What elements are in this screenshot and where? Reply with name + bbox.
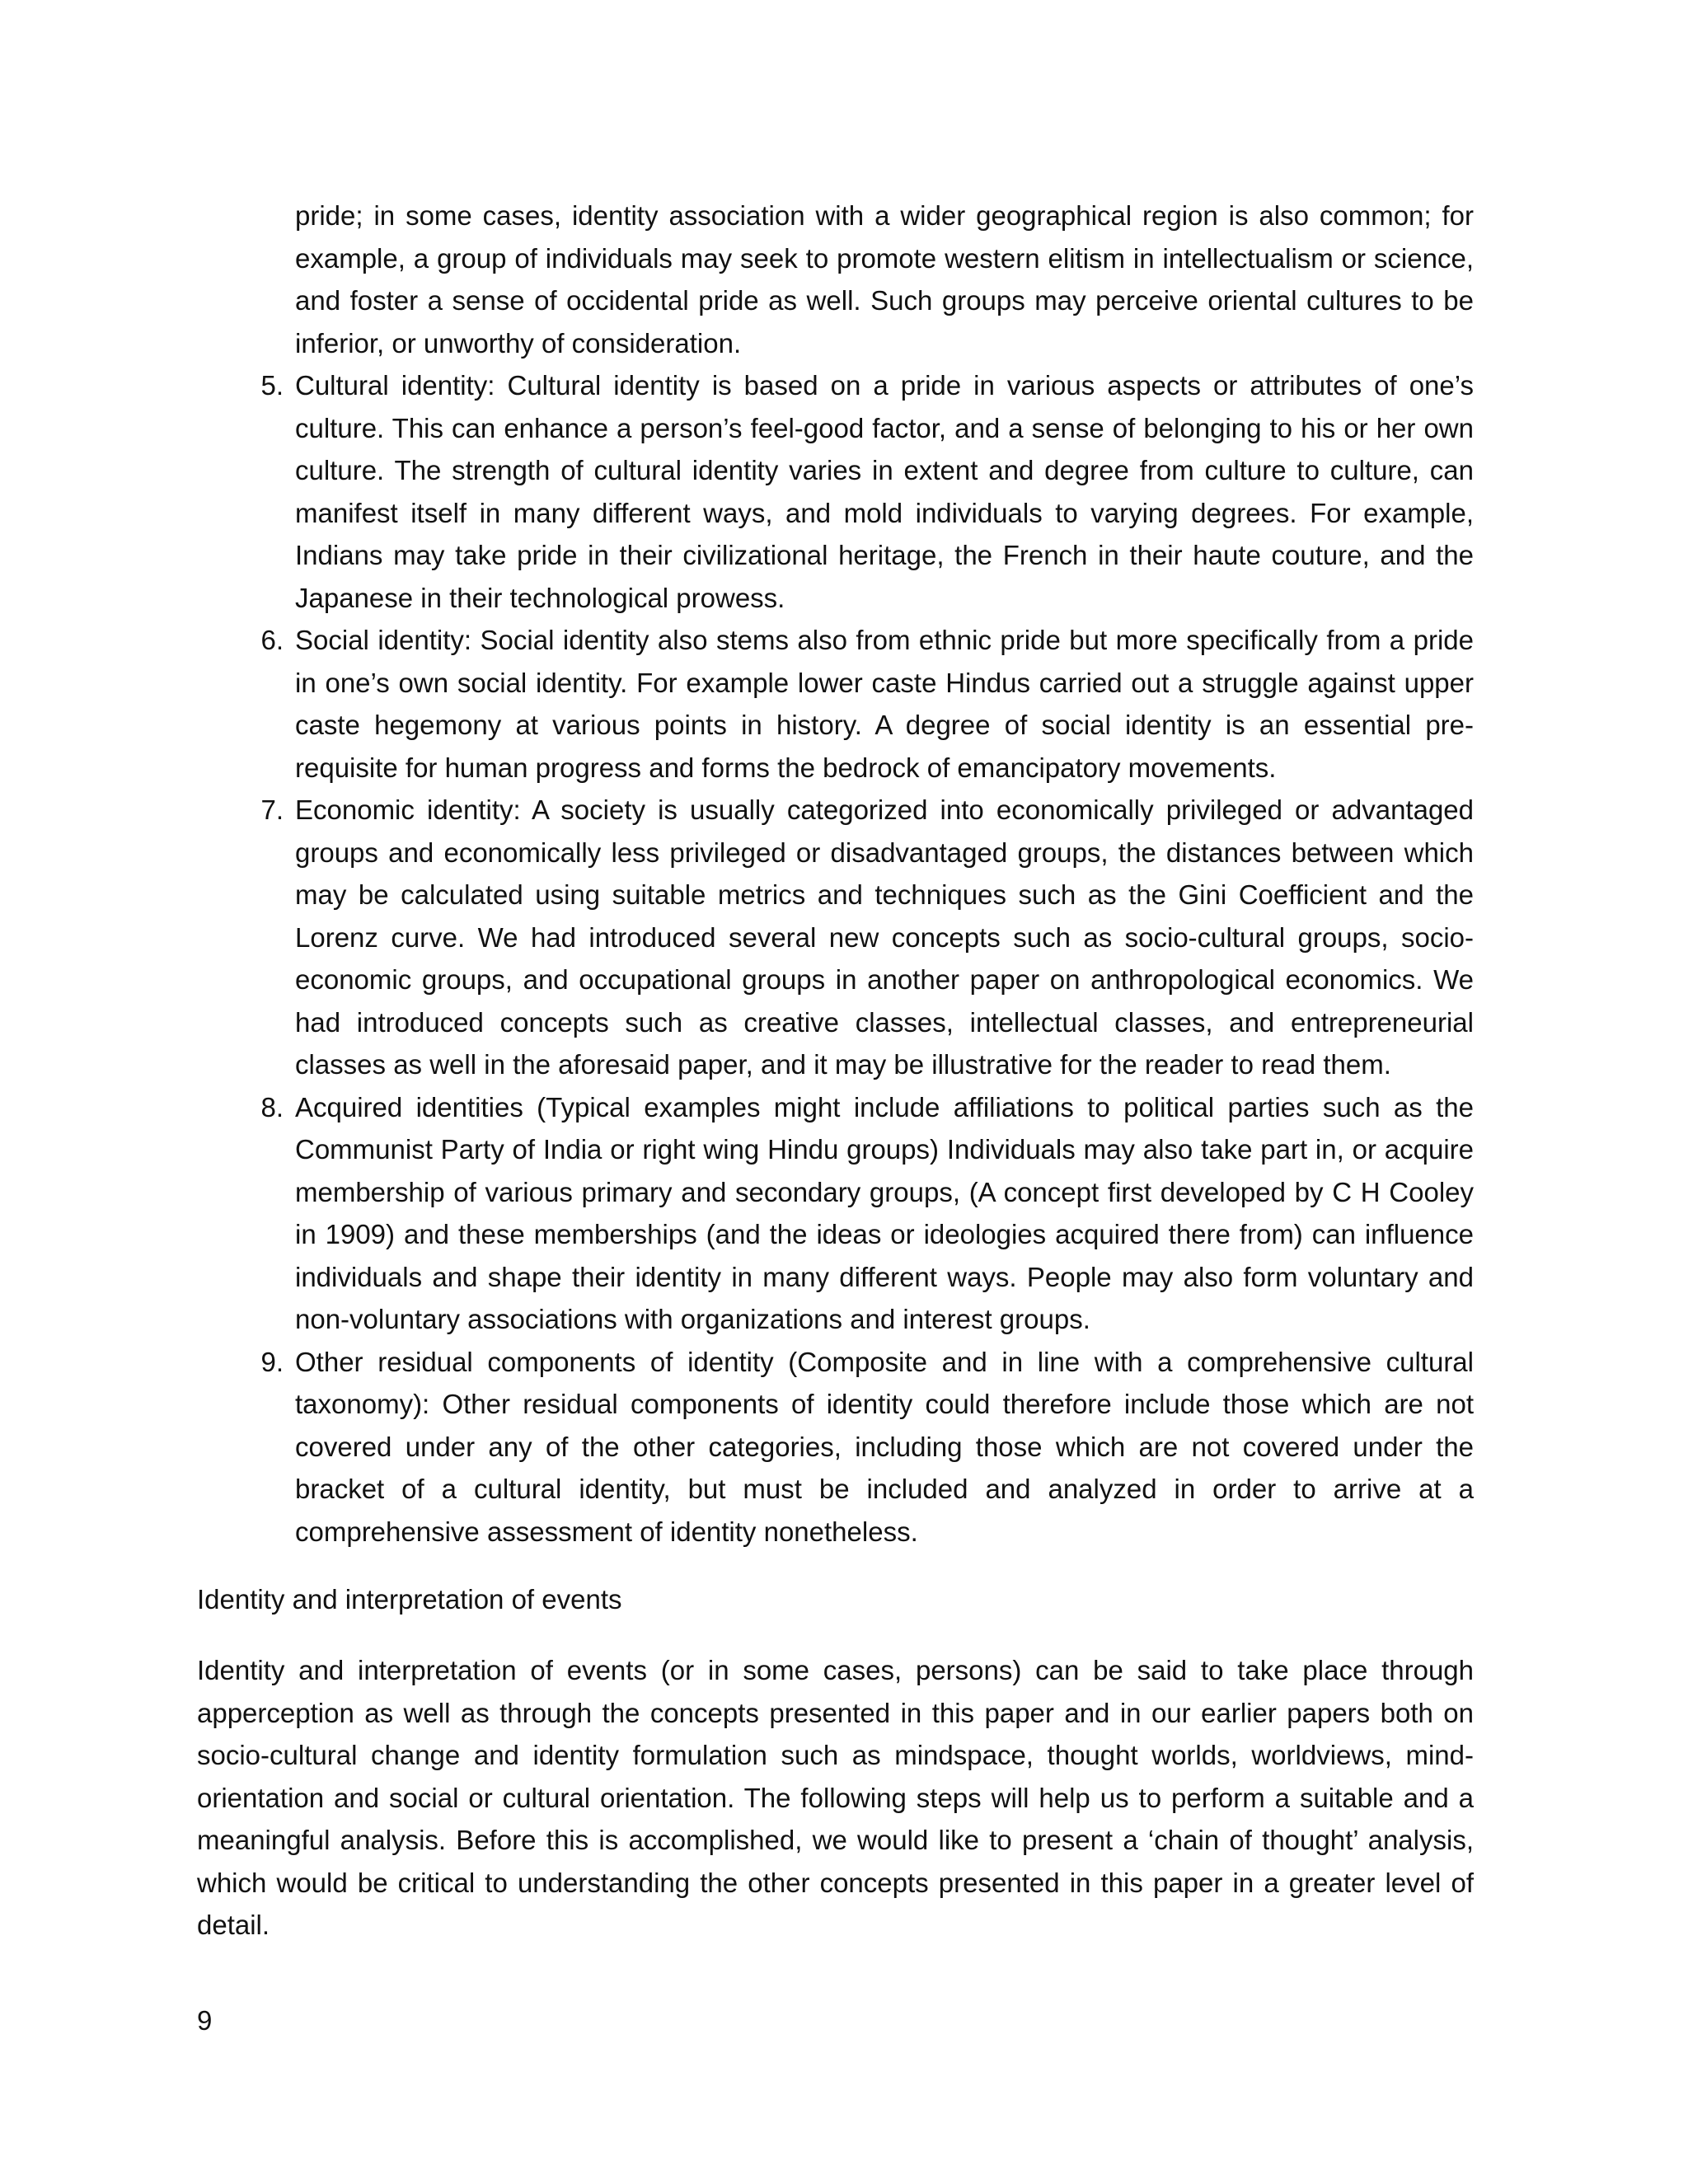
list-item-5	[260, 364, 1474, 619]
section-paragraph: Identity and interpretation of events (or in some cases, persons) can be said to take place through apperception as well as through the concepts presented in this paper and in our earlier papers both on socio-cultural change and identity formulation such as mindspace, thought worlds, worldviews, mind-orientation and social or cultural orientation. The following steps will help us to perform a suitable and a meaningful analysis. Before this is accomplished, we would like to present a ‘chain of thought’ analysis, which would be critical to understanding the other concepts presented in this paper in a greater level of detail.	[197, 1655, 1474, 1940]
continuation-paragraph: pride; in some cases, identity association with a wider geographical region is also common; for example, a group of individuals may seek to promote western elitism in intellectualism or science, and foster a sense of occidental pride as well. Such groups may perceive oriental cultures to be inferior, or unworthy of consideration.	[295, 200, 1474, 359]
list-item-8	[260, 1086, 1474, 1341]
list-number: 5.	[260, 370, 284, 401]
section-heading: Identity and interpretation of events	[197, 1584, 622, 1615]
list-item-6	[260, 619, 1474, 789]
list-number: 9.	[260, 1346, 284, 1377]
list-item-text: Acquired identities (Typical examples might include affiliations to political parties such as the Communist Party of India or right wing Hindu groups) Individuals may also take part in, or acquire membership of various primary and secondary groups, (A concept first developed by C H Cooley in 1909) and these memberships (and the ideas or ideologies acquired there from) can influence individuals and shape their identity in many different ways. People may also form voluntary and non-voluntary associations with organizations and interest groups.	[295, 1091, 1474, 1334]
list-number: 7.	[260, 794, 284, 825]
list-number: 6.	[260, 625, 284, 655]
list-item-9	[260, 1341, 1474, 1554]
list-item-text: Economic identity: A society is usually categorized into economically privileged or advantaged groups and economically less privileged or disadvantaged groups, the distances between which may be calculated using suitable metrics and techniques such as the Gini Coefficient and the Lorenz curve. We had introduced several new concepts such as socio-cultural groups, socio-economic groups, and occupational groups in another paper on anthropological economics. We had introduced concepts such as creative classes, intellectual classes, and entrepreneurial classes as well in the aforesaid paper, and it may be illustrative for the reader to read them.	[295, 794, 1474, 1080]
numbered-list	[260, 364, 1474, 1553]
list-item-text: Other residual components of identity (Composite and in line with a comprehensive cultural taxonomy): Other residual components of identity could therefore include those which are not covered under any of the other categories, including those which are not covered under the bracket of a cultural identity, but must be included and analyzed in order to arrive at a comprehensive assessment of identity nonetheless.	[295, 1346, 1474, 1547]
list-number: 8.	[260, 1091, 284, 1122]
list-item-7	[260, 789, 1474, 1086]
list-item-text: Cultural identity: Cultural identity is based on a pride in various aspects or attributes of one’s culture. This can enhance a person’s feel-good factor, and a sense of belonging to his or her own culture. The strength of cultural identity varies in extent and degree from culture to culture, can manifest itself in many different ways, and mold individuals to varying degrees. For example, Indians may take pride in their civilizational heritage, the French in their haute couture, and the Japanese in their technological prowess.	[295, 370, 1474, 613]
list-item-text: Social identity: Social identity also stems also from ethnic pride but more specifically from a pride in one’s own social identity. For example lower caste Hindus carried out a struggle against upper caste hegemony at various points in history. A degree of social identity is an essential pre-requisite for human progress and forms the bedrock of emancipatory movements.	[295, 625, 1474, 783]
page-number: 9	[197, 2005, 213, 2036]
